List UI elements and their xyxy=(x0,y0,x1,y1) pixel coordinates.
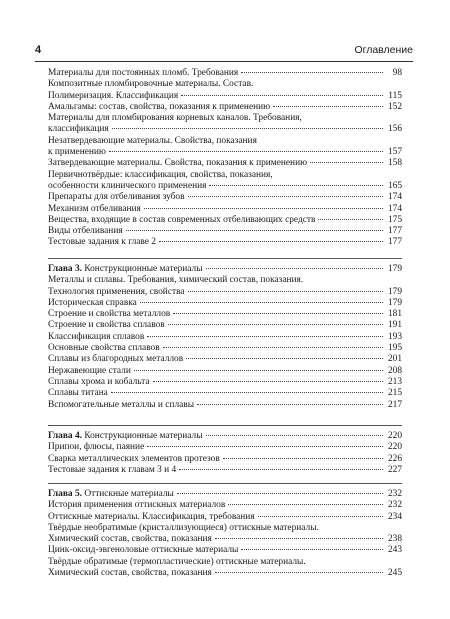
dot-leader xyxy=(126,230,383,231)
chapter-separator xyxy=(48,258,402,259)
toc-entry xyxy=(48,237,402,248)
dot-leader xyxy=(147,446,383,447)
toc-entry-title: Композитные пломбировочные материалы. Состав. xyxy=(48,79,254,90)
toc-page-number: 220 xyxy=(387,442,402,453)
toc-entry xyxy=(48,500,402,511)
header-rule xyxy=(35,61,413,62)
toc-page-number: 179 xyxy=(387,264,402,274)
toc-entry-title: Твёрдые обратимые (термопластические) оттискные материалы. xyxy=(48,556,306,567)
toc-entry xyxy=(48,442,402,453)
toc-page-number: 232 xyxy=(387,489,402,499)
toc-entry xyxy=(48,523,402,534)
table-of-contents-chapter-5 xyxy=(48,489,402,579)
toc-entry-title: особенности клинического применения xyxy=(48,180,207,191)
toc-entry xyxy=(48,320,402,331)
toc-entry-title: Виды отбеливания xyxy=(48,226,123,237)
table-of-contents-chapter-3 xyxy=(48,264,402,411)
dot-leader xyxy=(111,392,383,393)
toc-entry xyxy=(48,557,402,568)
toc-page-number: 158 xyxy=(387,158,402,169)
toc-entry-title: Химический состав, свойства, показания xyxy=(48,568,212,579)
dot-leader xyxy=(109,151,383,152)
toc-entry xyxy=(48,568,402,579)
chapter-separator xyxy=(48,425,402,426)
dot-leader xyxy=(179,469,383,470)
toc-entry-title: Классификация сплавов xyxy=(48,331,145,342)
toc-entry-title: Технология применения, свойства xyxy=(48,286,185,297)
toc-page-number: 220 xyxy=(387,431,402,441)
chapter-separator xyxy=(48,483,402,484)
toc-entry-title: Твёрдые необратимые (кристаллизующиеся) оттискные материалы. xyxy=(48,522,319,533)
toc-entry xyxy=(48,400,402,411)
dot-leader xyxy=(159,241,383,242)
toc-entry xyxy=(48,147,402,158)
toc-page-number: 177 xyxy=(387,226,402,237)
toc-page-number: 232 xyxy=(387,500,402,511)
toc-entry-title: Химический состав, свойства, показания xyxy=(48,534,212,545)
toc-entry-title: Металлы и сплавы. Требования, химический состав, показания. xyxy=(48,275,304,286)
dot-leader xyxy=(273,106,383,107)
toc-entry xyxy=(48,170,402,181)
dot-leader xyxy=(181,95,383,96)
toc-page-number: 174 xyxy=(387,192,402,203)
toc-entry-title: Вещества, входящие в состав современных отбеливающих средств xyxy=(48,214,316,225)
toc-entry xyxy=(48,124,402,135)
chapter-heading xyxy=(48,431,402,442)
toc-entry-title: Строение и свойства сплавов xyxy=(48,320,165,331)
toc-page-number: 201 xyxy=(387,354,402,365)
toc-entry xyxy=(48,91,402,102)
toc-page-number: 238 xyxy=(387,534,402,545)
dot-leader xyxy=(215,572,383,573)
toc-entry-title: Сплавы из благородных металлов xyxy=(48,354,184,365)
toc-entry xyxy=(48,68,402,79)
dot-leader xyxy=(147,336,383,337)
running-header xyxy=(35,44,413,60)
chapter-label: Глава 3. xyxy=(48,264,82,274)
toc-page-number: 177 xyxy=(387,237,402,248)
dot-leader xyxy=(144,208,383,209)
toc-entry xyxy=(48,454,402,465)
toc-entry-title: Нержавеющие стали xyxy=(48,365,131,376)
toc-entry xyxy=(48,287,402,298)
toc-entry-title: Затвердевающие материалы. Свойства, показания к применению xyxy=(48,158,308,169)
dot-leader xyxy=(310,162,383,163)
toc-entry xyxy=(48,102,402,113)
toc-entry xyxy=(48,158,402,169)
toc-entry-title: Механизм отбеливания xyxy=(48,203,141,214)
toc-entry-title: Тестовые задания к главе 2 xyxy=(48,237,156,248)
toc-entry xyxy=(48,113,402,124)
toc-entry xyxy=(48,377,402,388)
dot-leader xyxy=(134,370,383,371)
toc-entry-title: Полимеризация. Классификация xyxy=(48,90,179,101)
dot-leader xyxy=(215,538,383,539)
toc-entry-title: Сварка металлических элементов протезов xyxy=(48,453,220,464)
toc-entry xyxy=(48,465,402,476)
toc-entry xyxy=(48,534,402,545)
toc-entry xyxy=(48,226,402,237)
toc-entry xyxy=(48,332,402,343)
toc-page-number: 193 xyxy=(387,331,402,342)
dot-leader xyxy=(223,458,383,459)
dot-leader xyxy=(177,493,383,494)
chapter-label: Глава 5. xyxy=(48,489,82,499)
dot-leader xyxy=(241,549,383,550)
toc-page-number: 165 xyxy=(387,180,402,191)
toc-page-number: 179 xyxy=(387,297,402,308)
toc-entry-title: Вспомогательные металлы и сплавы xyxy=(48,399,195,410)
toc-entry-title: Материалы для постоянных пломб. Требования xyxy=(48,68,239,78)
dot-leader xyxy=(206,268,383,269)
table-of-contents-chapter-4 xyxy=(48,431,402,476)
dot-leader xyxy=(140,302,383,303)
toc-page-number: 195 xyxy=(387,343,402,354)
toc-entry xyxy=(48,79,402,90)
toc-entry-title: Первичнотвёрдые: классификация, свойства, показания, xyxy=(48,169,273,180)
toc-page-number: 175 xyxy=(387,214,402,225)
toc-entry-title: Тестовые задания к главам 3 и 4 xyxy=(48,464,177,475)
table-of-contents xyxy=(48,68,402,249)
dot-leader xyxy=(188,196,383,197)
dot-leader xyxy=(153,381,383,382)
toc-entry-title: Амальгамы: состав, свойства, показания к применению xyxy=(48,101,271,112)
toc-page-number: 243 xyxy=(387,545,402,556)
chapter-heading xyxy=(48,489,402,500)
chapter-heading xyxy=(48,264,402,275)
toc-page-number: 217 xyxy=(387,399,402,410)
toc-entry xyxy=(48,366,402,377)
dot-leader xyxy=(188,291,383,292)
toc-entry-title: Сплавы хрома и кобальта xyxy=(48,376,150,387)
toc-entry-title: Припои, флюсы, паяние xyxy=(48,442,145,453)
chapter-title: Конструкционные материалы xyxy=(84,264,203,274)
toc-entry xyxy=(48,343,402,354)
dot-leader xyxy=(209,185,383,186)
chapter-title: Оттискные материалы xyxy=(84,489,174,499)
dot-leader xyxy=(168,324,383,325)
toc-page-number: 208 xyxy=(387,365,402,376)
toc-page-number: 226 xyxy=(387,453,402,464)
dot-leader xyxy=(241,72,383,73)
toc-entry-title: Основные свойства сплавов xyxy=(48,343,160,354)
toc-entry xyxy=(48,215,402,226)
dot-leader xyxy=(186,358,383,359)
toc-entry-title: Строение и свойства металлов xyxy=(48,309,171,320)
dot-leader xyxy=(318,219,383,220)
toc-entry xyxy=(48,136,402,147)
toc-page-number: 213 xyxy=(387,376,402,387)
toc-page-number: 227 xyxy=(387,464,402,475)
dot-leader xyxy=(206,435,383,436)
dot-leader xyxy=(112,128,383,129)
toc-entry xyxy=(48,354,402,365)
running-title: Оглавление xyxy=(354,44,413,56)
toc-entry xyxy=(48,204,402,215)
toc-entry xyxy=(48,545,402,556)
chapter-label: Глава 4. xyxy=(48,431,82,441)
toc-entry xyxy=(48,388,402,399)
toc-page-number: 215 xyxy=(387,388,402,399)
toc-entry-title: Материалы для пломбирования корневых каналов. Требования, xyxy=(48,113,302,124)
dot-leader xyxy=(258,516,383,517)
chapter-title: Конструкционные материалы xyxy=(84,431,203,441)
toc-page-number: 157 xyxy=(387,147,402,158)
dot-leader xyxy=(197,404,383,405)
toc-page-number: 115 xyxy=(388,90,402,101)
toc-page-number: 179 xyxy=(387,286,402,297)
toc-page-number: 234 xyxy=(387,511,402,522)
dot-leader xyxy=(173,313,383,314)
toc-entry-title: классификация xyxy=(48,124,109,135)
toc-page-number: 174 xyxy=(387,203,402,214)
toc-entry xyxy=(48,298,402,309)
dot-leader xyxy=(163,347,383,348)
toc-entry xyxy=(48,512,402,523)
toc-page-number: 156 xyxy=(387,124,402,135)
toc-page-number: 181 xyxy=(387,309,402,320)
toc-entry xyxy=(48,275,402,286)
toc-page-number: 191 xyxy=(387,320,402,331)
toc-page-number: 245 xyxy=(387,568,402,579)
toc-entry xyxy=(48,181,402,192)
toc-entry-title: Цинк-оксид-эвгеноловые оттискные материалы xyxy=(48,545,239,556)
page-number: 4 xyxy=(35,44,42,56)
toc-entry-title: Препараты для отбеливания зубов xyxy=(48,192,185,203)
dot-leader xyxy=(228,504,383,505)
toc-entry xyxy=(48,192,402,203)
toc-entry-title: Сплавы титана xyxy=(48,388,108,399)
toc-entry-title: Незатвердевающие материалы. Свойства, показания xyxy=(48,135,257,146)
toc-page-number: 98 xyxy=(392,68,402,78)
toc-entry-title: к применению xyxy=(48,147,106,158)
toc-entry-title: Историческая справка xyxy=(48,297,137,308)
toc-entry-title: История применения оттискных материалов xyxy=(48,500,226,511)
toc-page-number: 152 xyxy=(387,101,402,112)
toc-entry-title: Оттискные материалы. Классификация, требования xyxy=(48,511,255,522)
toc-entry xyxy=(48,309,402,320)
